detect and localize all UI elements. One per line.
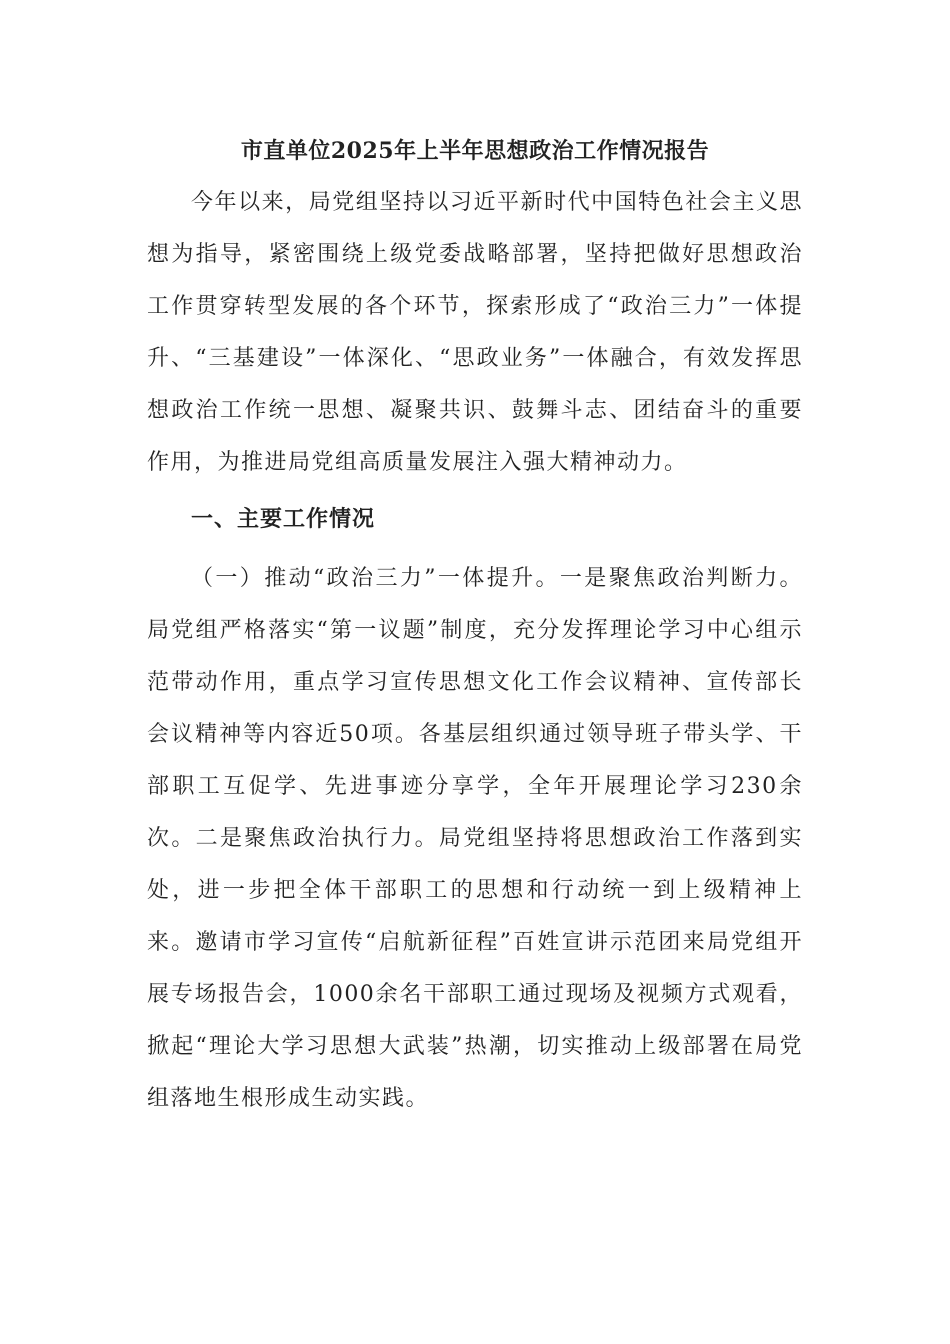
section-heading: 一、主要工作情况 <box>191 506 376 532</box>
section-paragraph: （一）推动“政治三力”一体提升。一是聚焦政治判断力。局党组严格落实“第一议题”制度，充分发挥理论学习中心组示范带动作用，重点学习宣传思想文化工作会议精神、宣传部长会议精神等内容近50项。各基层组织通过领导班子带头学、干部职工互促学、先进事迹分享学，全年开展理论学习230余次。二是聚焦政治执行力。局党组坚持将思想政治工作落到实处，进一步把全体干部职工的思想和行动统一到上级精神上来。邀请市学习宣传“启航新征程”百姓宣讲示范团来局党组开展专场报告会，1000余名干部职工通过现场及视频方式观看，掀起“理论大学习思想大武装”热潮，切实推动上级部署在局党组落地生根形成生动实践。 <box>147 566 803 1111</box>
document-body <box>147 129 803 1125</box>
document-title: 市直单位2025年上半年思想政治工作情况报告 <box>240 138 710 164</box>
intro-paragraph: 今年以来，局党组坚持以习近平新时代中国特色社会主义思想为指导，紧密围绕上级党委战略部署，坚持把做好思想政治工作贯穿转型发展的各个环节，探索形成了“政治三力”一体提升、“三基建设”一体深化、“思政业务”一体融合，有效发挥思想政治工作统一思想、凝聚共识、鼓舞斗志、团结奋斗的重要作用，为推进局党组高质量发展注入强大精神动力。 <box>147 190 803 475</box>
